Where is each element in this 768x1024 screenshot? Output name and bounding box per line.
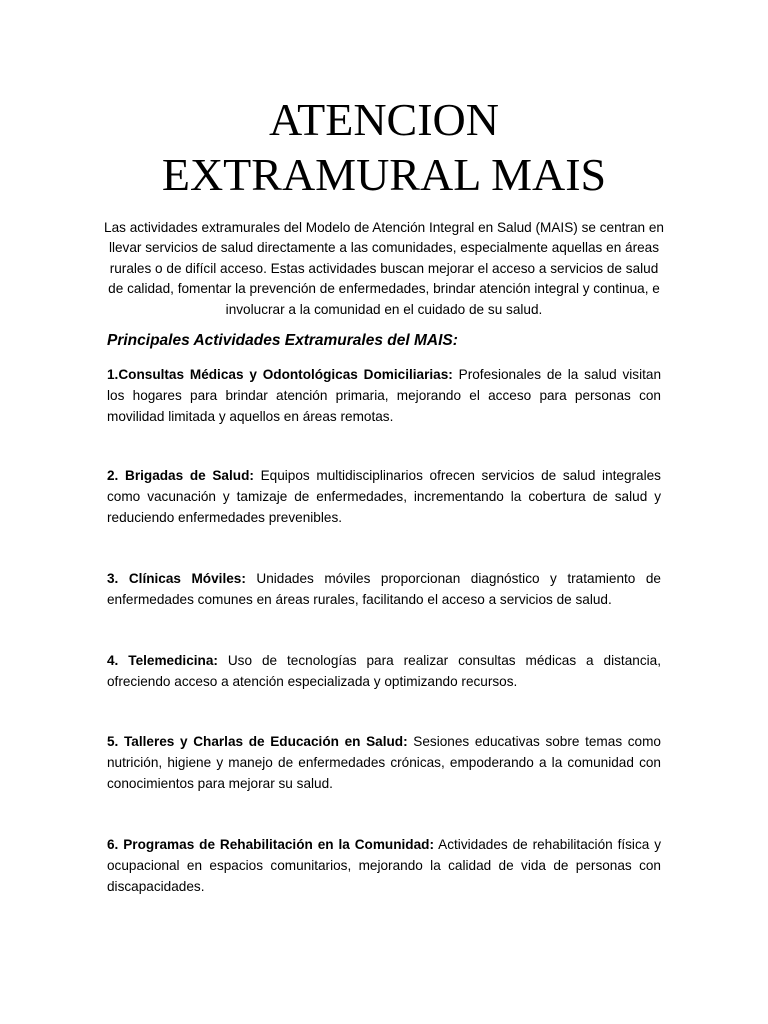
activity-item-title: 1.Consultas Médicas y Odontológicas Domiciliarias: (107, 367, 453, 382)
activity-item-3 (107, 568, 661, 610)
activity-item-text: Profesionales de la salud visitan los hogares para brindar atención primaria, mejorando el acceso para personas con movilidad limitada y aquellos en áreas remotas. (107, 367, 662, 424)
title-line-2: EXTRAMURAL MAIS (161, 149, 607, 200)
activity-item-text: Sesiones educativas sobre temas como nutrición, higiene y manejo de enfermedades crónicas, empoderando a la comunidad con conocimientos para mejorar su salud. (107, 734, 661, 791)
title-line-1: ATENCION (269, 94, 499, 145)
activity-item-text: Unidades móviles proporcionan diagnóstico y tratamiento de enfermedades comunes en áreas rurales, facilitando el acceso a servicios de salud. (107, 571, 661, 607)
activity-item-text: Uso de tecnologías para realizar consultas médicas a distancia, ofreciendo acceso a atención especializada y optimizando recursos. (107, 653, 661, 689)
activity-item-text: Actividades de rehabilitación física y ocupacional en espacios comunitarios, mejorando la calidad de vida de personas con discapacidades. (107, 837, 662, 894)
page-title (0, 92, 768, 202)
activity-item-title: 3. Clínicas Móviles: (107, 571, 246, 586)
activity-item-1 (107, 364, 661, 427)
activity-item-4 (107, 650, 661, 692)
activity-item-5 (107, 731, 661, 794)
activity-item-title: 6. Programas de Rehabilitación en la Comunidad: (107, 837, 434, 852)
activity-item-title: 5. Talleres y Charlas de Educación en Salud: (107, 734, 408, 749)
activity-item-title: 2. Brigadas de Salud: (107, 468, 254, 483)
activity-item-6 (107, 834, 661, 897)
activity-item-title: 4. Telemedicina: (107, 653, 218, 668)
section-heading: Principales Actividades Extramurales del MAIS: (107, 332, 458, 349)
activity-item-2 (107, 465, 661, 528)
activity-item-text: Equipos multidisciplinarios ofrecen servicios de salud integrales como vacunación y tamizaje de enfermedades, incrementando la cobertura de salud y reduciendo enfermedades prevenibles. (107, 468, 661, 525)
intro-paragraph: Las actividades extramurales del Modelo de Atención Integral en Salud (MAIS) se centran en llevar servicios de salud directamente a las comunidades, especialmente aquellas en áreas rurales o de difícil acceso. Estas actividades buscan mejorar el acceso a servicios de salud de calidad, fomentar la prevención de enfermedades, brindar atención integral y continua, e involucrar a la comunidad en el cuidado de su salud. (104, 220, 664, 317)
